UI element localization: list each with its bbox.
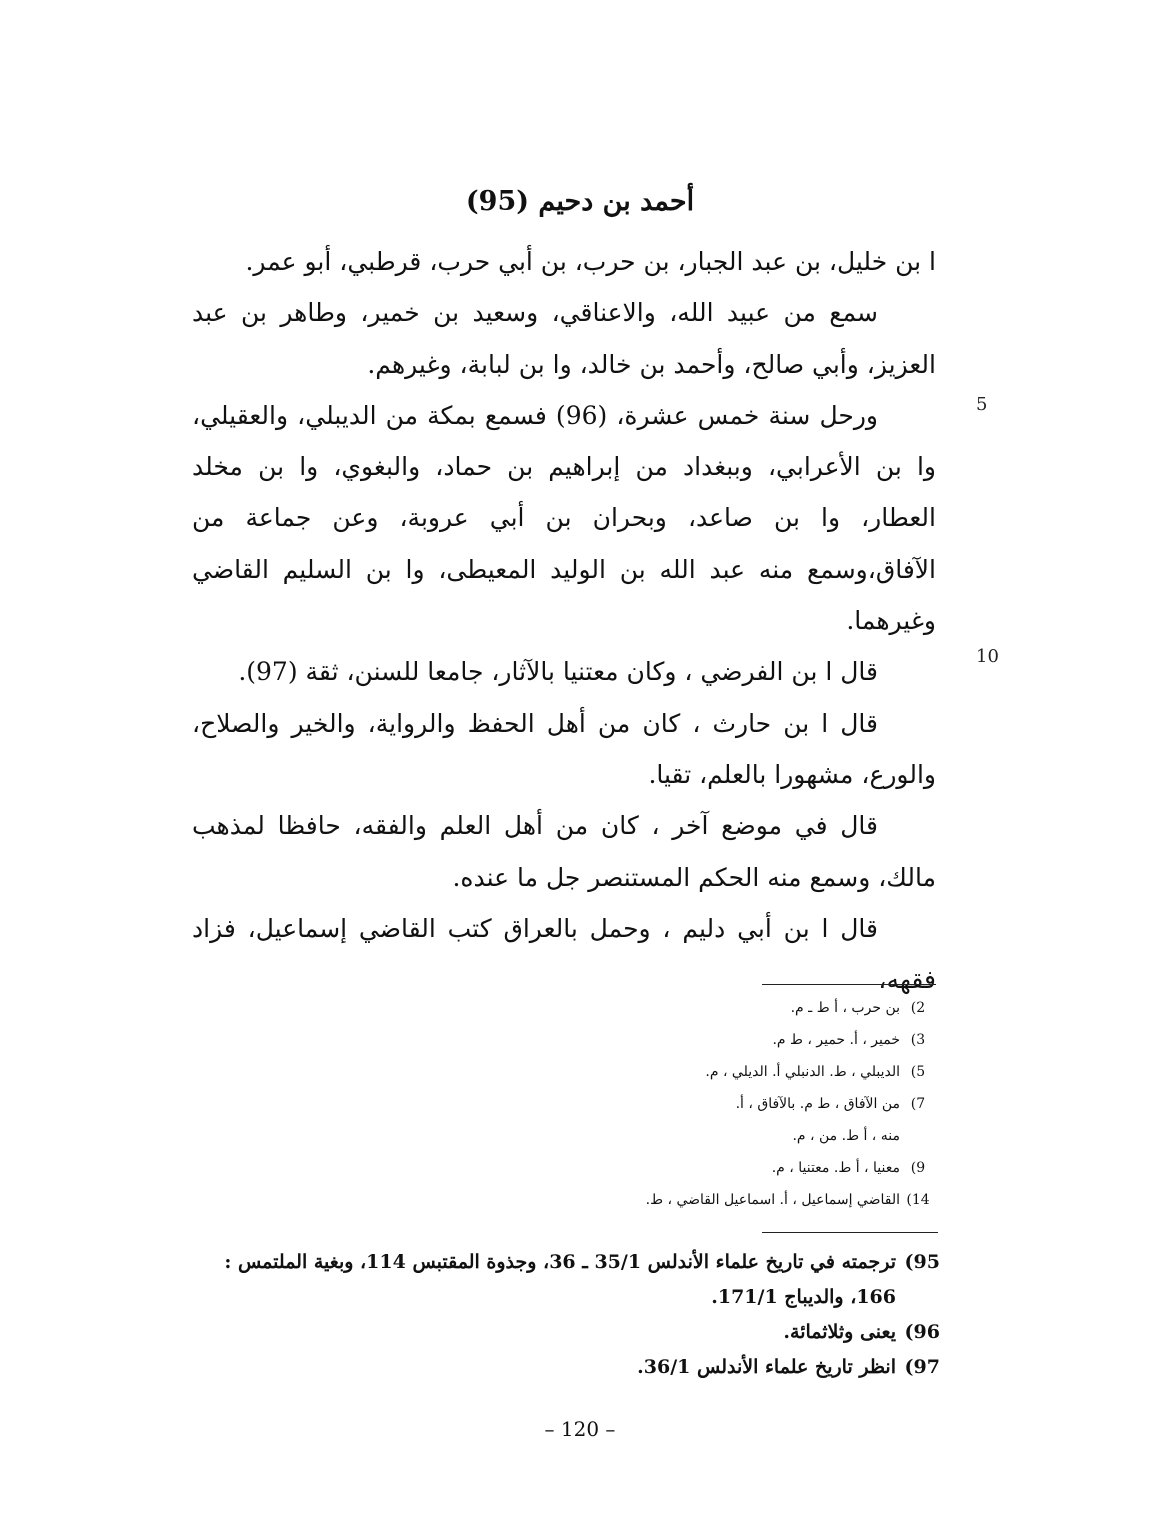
paragraph-ibn-harith: قال ا بن حارث ، كان من أهل الحفظ والرواية، والخير والصلاح، والورع، مشهورا بالعلم، تقيا. bbox=[192, 708, 936, 789]
footnote: 96) يعنى وثلاثمائة. bbox=[783, 1321, 940, 1343]
line-number: 5 bbox=[976, 394, 988, 415]
paragraph-other-place: قال في موضع آخر ، كان من أهل العلم والفقه، حافظا لمذهب مالك، وسمع منه الحكم المستنصر جل ما عنده. bbox=[192, 811, 936, 892]
paragraph-travel: ورحل سنة خمس عشرة، (96) فسمع بمكة من الديبلي، والعقيلي، وا بن الأعرابي، وببغداد من إبراهيم بن حماد، والبغوي، وا بن مخلد العطار، وا بن صاعد، وبحران بن أبي عروبة، وعن جماعة من الآفاق،وسمع منه عبد الله بن الوليد المعيطى، وا بن السليم القاضي وغيرهما. bbox=[192, 400, 936, 636]
variant-row: منه ، أ ط. من ، م. bbox=[792, 1128, 900, 1144]
paragraph-teachers: سمع من عبيد الله، والاعناقي، وسعيد بن خمير، وطاهر بن عبد العزيز، وأبي صالح، وأحمد بن خالد، وا بن لبابة، وغيرهم. bbox=[192, 298, 936, 379]
variant-row: 14) القاضي إسماعيل ، أ. اسماعيل القاضي ، ط. bbox=[645, 1192, 930, 1208]
variant-row: 2) بن حرب ، أ ط ـ م. bbox=[790, 1000, 926, 1016]
paragraph-ibn-alfaradi: قال ا بن الفرضي ، وكان معتنيا بالآثار، جامعا للسنن، ثقة (97). bbox=[238, 657, 878, 687]
line-number: 10 bbox=[976, 646, 999, 667]
variants-divider bbox=[762, 984, 936, 985]
paragraph-lineage: ا بن خليل، بن عبد الجبار، بن حرب، بن أبي حرب، قرطبي، أبو عمر. bbox=[245, 247, 936, 276]
footnotes bbox=[192, 1245, 940, 1385]
variant-row: 3) خمير ، أ. حمير ، ط م. bbox=[772, 1032, 926, 1048]
page-number: – 120 – bbox=[544, 1417, 616, 1441]
footnote: 97) انظر تاريخ علماء الأندلس 36/1. bbox=[637, 1356, 940, 1378]
variant-row: 7) من الآفاق ، ط م. بالآفاق ، أ. bbox=[735, 1096, 926, 1112]
body-text bbox=[192, 236, 936, 1005]
entry-title: أحمد بن دحيم (95) bbox=[465, 186, 695, 217]
paragraph-ibn-abi-dulaym: قال ا بن أبي دليم ، وحمل بالعراق كتب القاضي إسماعيل، فزاد فقهه، bbox=[192, 913, 936, 995]
variant-readings bbox=[560, 992, 936, 1216]
notes-divider bbox=[762, 1232, 938, 1233]
variant-row: 9) معنيا ، أ ط. معتنيا ، م. bbox=[771, 1160, 926, 1176]
footnote: 95) ترجمته في تاريخ علماء الأندلس 35/1 ـ 36، وجذوة المقتبس 114، وبغية الملتمس : 166، والديباج 171/1. bbox=[224, 1251, 940, 1308]
variant-row: 5) الديبلي ، ط. الدنبلي أ. الديلي ، م. bbox=[705, 1064, 926, 1080]
